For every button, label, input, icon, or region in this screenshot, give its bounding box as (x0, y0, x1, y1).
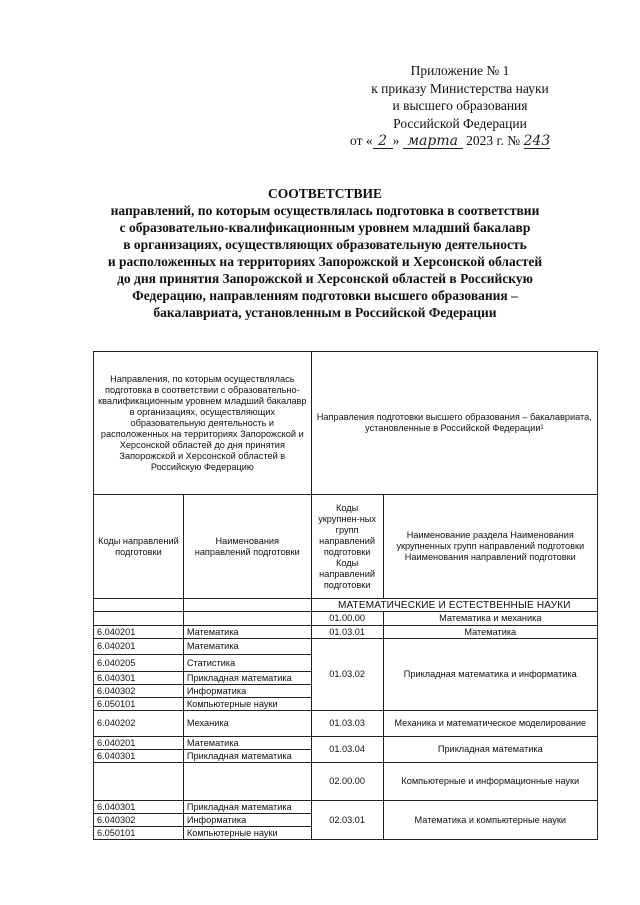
handwritten-order-number: 243 (523, 133, 551, 149)
appendix-order-ref: к приказу Министерства науки (371, 80, 549, 96)
section-row (94, 599, 598, 612)
table-row: 6.040301 Прикладная математика (94, 750, 598, 763)
appendix-country: Российской Федерации (393, 115, 527, 131)
table-row: 6.040302 Информатика (94, 814, 598, 827)
table-group-header-row (94, 352, 598, 495)
right-group-header: Направления подготовки высшего образования – бакалавриата, установленные в Российской Федерации¹ (311, 352, 597, 495)
handwritten-day: 2 (373, 135, 393, 149)
table-row: 6.050101 Компьютерные науки (94, 827, 598, 840)
table-row: 6.040201 Математика 01.03.04 Прикладная математика (94, 737, 598, 750)
table-row: 6.040205 Статистика (94, 655, 598, 672)
column-header: Наименование раздела Наименования укрупненных групп направлений подготовки Наименования направлений подготовки (383, 495, 597, 599)
appendix-date-line: от « 2 » марта 2023 г. № 243 (350, 133, 551, 149)
table-column-header-row (94, 495, 598, 599)
handwritten-month: марта (403, 135, 463, 149)
column-header: Коды направлений подготовки (94, 495, 184, 599)
table-row: 6.040302 Информатика (94, 685, 598, 698)
table-row: 6.040201 Математика 01.03.01 Математика (94, 626, 598, 639)
column-header: Коды укрупнен-ных групп направлений подготовки Коды направлений подготовки (311, 495, 383, 599)
table-row: 6.040202 Механика 01.03.03 Механика и математическое моделирование (94, 711, 598, 737)
appendix-ministry: и высшего образования (392, 98, 528, 113)
document-title: СООТВЕТСТВИЕ направлений, по которым осуществлялась подготовка в соответствии с образовательно-квалификационным уровнем младший бакалавр в организациях, осуществляющих образовательную деятельность и расположенных на территориях Запорожской и Херсонской областей до дня принятия Запорожской и Херсонской областей в Российскую Федерацию, направлениям подготовки высшего образования – бакалавриата, установленным в Российской Федерации (107, 186, 543, 320)
group-row: 02.00.00 Компьютерные и информационные науки (94, 763, 598, 801)
table-row: 6.040301 Прикладная математика 02.03.01 Математика и компьютерные науки (94, 801, 598, 814)
table-row: 6.040201 Математика 01.03.02 Прикладная математика и информатика (94, 639, 598, 655)
group-row: 01.00.00 Математика и механика (94, 612, 598, 626)
column-header: Наименования направлений подготовки (183, 495, 311, 599)
section-title: МАТЕМАТИЧЕСКИЕ И ЕСТЕСТВЕННЫЕ НАУКИ (311, 599, 597, 612)
appendix-block (330, 62, 590, 150)
correspondence-table (93, 351, 598, 840)
left-group-header: Направления, по которым осуществлялась подготовка в соответствии с образовательно-квалификационным уровнем младший бакалавр в организациях, осуществляющих образовательную деятельность и расположенных на территориях Запорожской и Херсонской областей до дня принятия Запорожской и Херсонской областей в Российскую Федерацию (94, 352, 312, 495)
table-row: 6.050101 Компьютерные науки (94, 698, 598, 711)
table-row: 6.040301 Прикладная математика (94, 672, 598, 685)
appendix-title: Приложение № 1 (410, 63, 510, 78)
